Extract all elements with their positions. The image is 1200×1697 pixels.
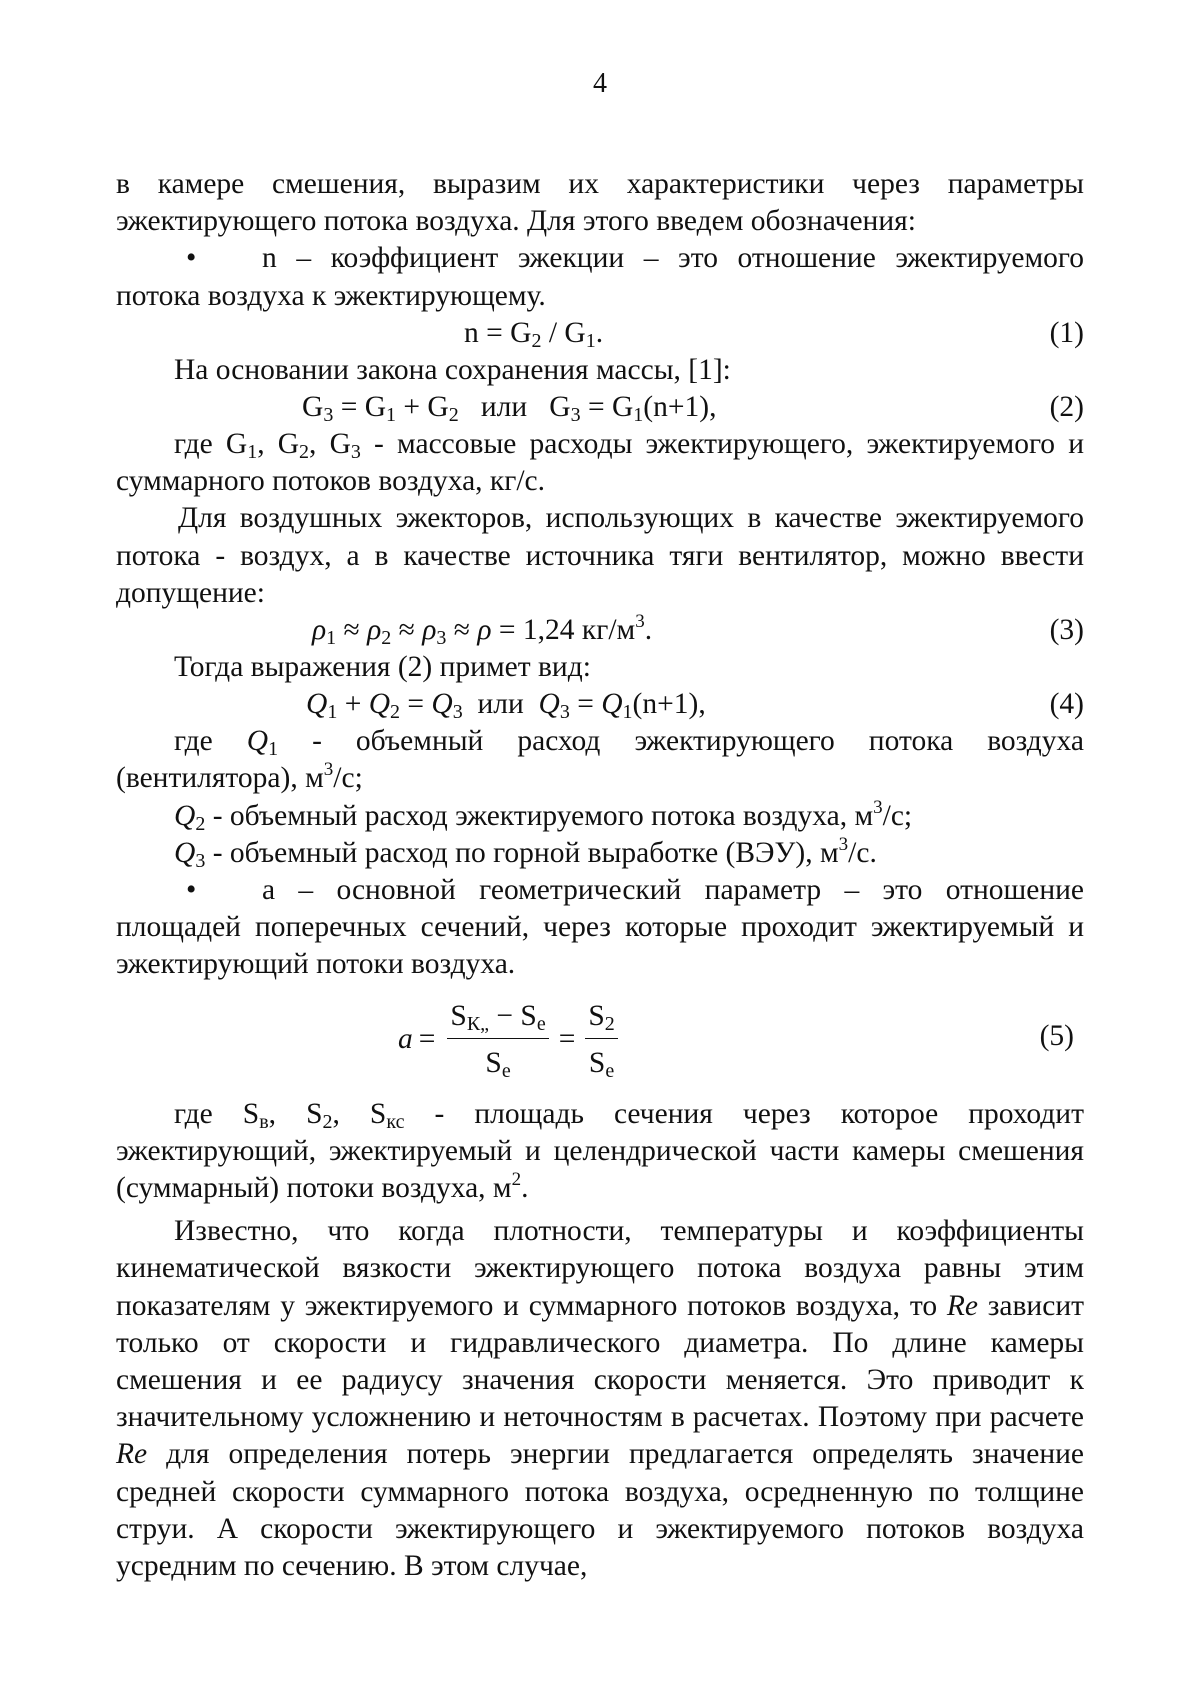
page-number: 4 xyxy=(593,68,607,99)
fraction-1: $\frac{S_{К„} - S_е}{S_е}$ xyxy=(447,996,548,1083)
equation-5-number: (5) xyxy=(1039,1019,1074,1052)
intro-paragraph: в камере смешения, выразим их характеристики через параметры эжектирующего потока воздуха. Для этого введем обозначения: xyxy=(116,168,1084,238)
equation-2-number: (2) xyxy=(1049,391,1084,424)
page-body xyxy=(116,166,1084,1585)
fraction-2: $\frac{S_2}{S_е}$ xyxy=(585,996,617,1083)
where-q3: $Q_3$ - объемный расход по горной выработке (ВЭУ), $м^3/с$. xyxy=(174,833,877,872)
equation-3-formula: $\rho_1 \approx \rho_2 \approx \rho_3 \approx \rho = 1,24$ $кг/м^3$. xyxy=(312,611,653,650)
bullet-text: n – коэффициент эжекции – это отношение эжектируемого потока воздуха к эжектирующему. xyxy=(116,242,1084,312)
equation-3 xyxy=(116,612,1084,649)
mass-law-paragraph: На основании закона сохранения массы, [1]: xyxy=(174,353,731,386)
bullet-geometric-parameter xyxy=(116,872,1084,984)
where-q2: $Q_2$ - объемный расход эжектируемого потока воздуха, $м^3/с$; xyxy=(174,796,913,835)
equation-3-number: (3) xyxy=(1049,614,1084,647)
ejectors-paragraph: Для воздушных эжекторов, использующих в качестве эжектируемого потока - воздух, а в качестве источника тяги вентилятор, можно ввести допущение: xyxy=(116,502,1084,609)
equation-1-formula: $n = G_2 / G_1$. xyxy=(464,316,604,352)
bullet-icon: • xyxy=(186,874,197,907)
bullet-text: a – основной геометрический параметр – это отношение площадей поперечных сечений, через которые проходит эжектируемый и эжектирующий потоки воздуха. xyxy=(116,874,1084,981)
equation-4-formula: $Q_1 + Q_2 = Q_3$ или $Q_3 = Q_1(n+1)$, xyxy=(306,688,706,724)
equation-5-formula: a = $\frac{S_{К„} - S_е}{S_е}$ = $\frac{S_2}{S_е}$ xyxy=(398,988,624,1092)
equation-2-formula: $G_3 = G_1 + G_2$ или $G_3 = G_1(n+1)$, xyxy=(302,391,717,427)
where-areas: где $S_в$, $S_2$, $S_{кс}$ - площадь сечения через которое проходит эжектирующий, эжектируемый и целендрической части камеры смешения (суммарный) потоки воздуха, $м^2$. xyxy=(116,1097,1084,1205)
equation-4 xyxy=(116,686,1084,723)
equation-1 xyxy=(116,315,1084,352)
equation-2 xyxy=(116,389,1084,426)
equation-5 xyxy=(116,988,1084,1096)
bullet-ejection-coefficient xyxy=(116,240,1084,314)
then-paragraph: Тогда выражения (2) примет вид: xyxy=(174,651,591,684)
equation-4-number: (4) xyxy=(1049,688,1084,721)
where-q1: где $Q_1$ - объемный расход эжектирующего потока воздуха (вентилятора), $м^3/с$; xyxy=(116,725,1084,795)
where-mass-flows: где $G_1$, $G_2$, $G_3$ - массовые расходы эжектирующего, эжектируемого и суммарного потоков воздуха, кг/с. xyxy=(116,428,1085,498)
reynolds-paragraph: Известно, что когда плотности, температуры и коэффициенты кинематической вязкости эжектирующего потока воздуха равны этим показателям у эжектируемого и суммарного потоков воздуха, то Re зависит только от скорости и гидравлического диаметра. По длине камеры смешения и ее радиусу значения скорости меняется. Это приводит к значительному усложнению и неточностям в расчетах. Поэтому при расчете Re для определения потерь энергии предлагается определять значение средней скорости суммарного потока воздуха, осредненную по толщине струи. А скорости эжектирующего и эжектируемого потоков воздуха усредним по сечению. В этом случае, xyxy=(116,1215,1084,1583)
bullet-icon: • xyxy=(186,242,197,275)
equation-1-number: (1) xyxy=(1049,316,1084,349)
